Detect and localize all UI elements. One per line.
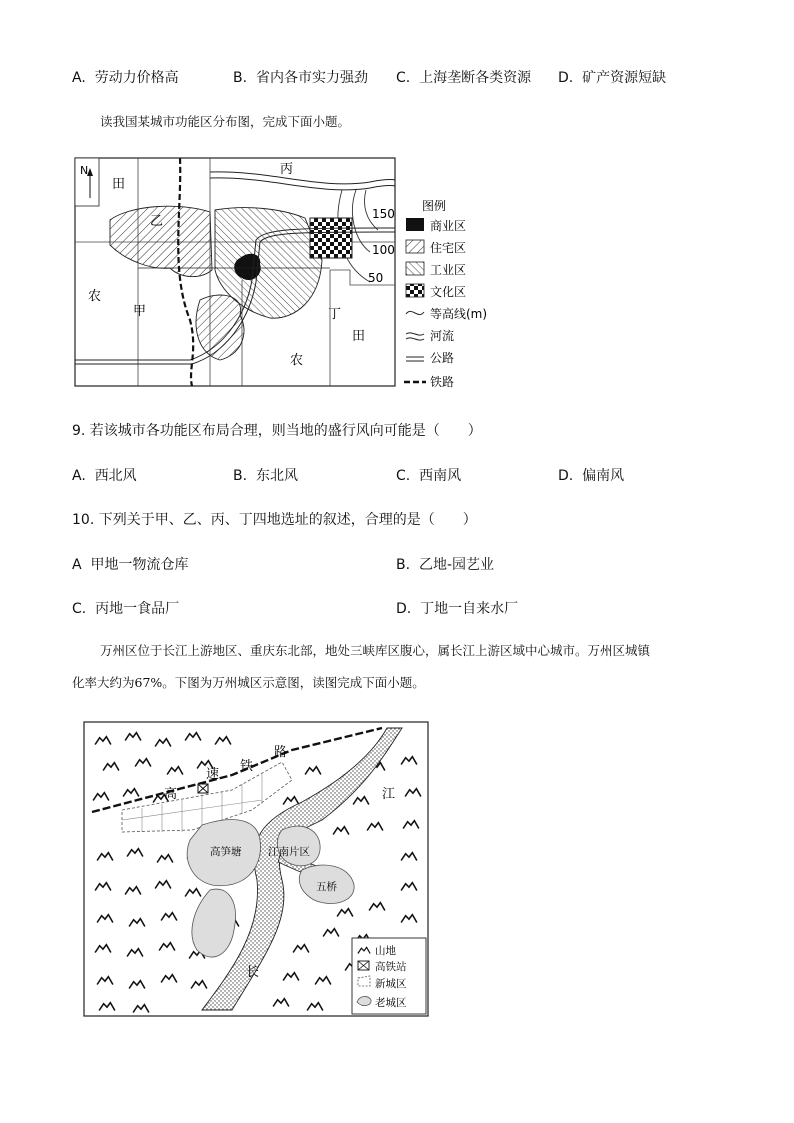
label-tie: 铁 <box>240 759 254 774</box>
option-label: D. <box>558 70 574 86</box>
label-wuqiao: 五桥 <box>316 881 337 893</box>
intro-map1: 读我国某城市功能区分布图，完成下面小题。 <box>100 114 351 129</box>
q10-option-b[interactable] <box>396 554 494 574</box>
q10-option-c[interactable] <box>72 598 179 618</box>
cultural-area <box>310 218 352 258</box>
place-yi: 乙 <box>150 214 164 229</box>
legend-title: 图例 <box>422 199 447 213</box>
place-bing: 丙 <box>280 162 294 177</box>
q9-option-c[interactable] <box>396 465 461 485</box>
contour-label-50: 50 <box>368 271 384 285</box>
legend-industrial: 工业区 <box>430 263 467 277</box>
place-tian-1: 田 <box>112 177 126 192</box>
q8-option-b[interactable] <box>233 67 368 87</box>
place-tian-2: 田 <box>352 329 366 344</box>
q10-option-a[interactable] <box>72 554 188 574</box>
option-label: D. <box>396 601 412 617</box>
legend-mountain: 山地 <box>375 945 396 957</box>
wanzhou-map <box>82 720 432 1020</box>
legend-residential: 住宅区 <box>430 241 467 255</box>
option-label: A <box>72 557 82 573</box>
place-jia: 甲 <box>133 304 147 319</box>
label-gao: 高 <box>164 787 178 802</box>
q9-option-a[interactable] <box>72 465 137 485</box>
option-label: A. <box>72 468 86 484</box>
legend-road: 公路 <box>430 351 455 365</box>
label-lu: 路 <box>274 745 288 760</box>
option-text: 乙地-园艺业 <box>418 557 495 573</box>
intro-map2-line2: 化率大约为67%。下图为万州城区示意图，读图完成下面小题。 <box>72 675 425 690</box>
option-label: B. <box>233 468 248 484</box>
q9-stem: 9. 若该城市各功能区布局合理，则当地的盛行风向可能是（ ） <box>72 423 482 439</box>
option-label: D. <box>558 468 574 484</box>
intro-map2-line1: 万州区位于长江上游地区、重庆东北部，地处三峡库区腹心，属长江上游区域中心城市。万州区城镇 <box>100 643 651 658</box>
q8-option-d[interactable] <box>558 67 666 87</box>
q10-stem: 10. 下列关于甲、乙、丙、丁四地选址的叙述，合理的是（ ） <box>72 512 477 528</box>
option-text: 西北风 <box>94 468 137 484</box>
north-label: N <box>80 164 89 177</box>
option-text: 丁地一自来水厂 <box>420 601 519 617</box>
place-nong-2: 农 <box>290 353 304 368</box>
option-label: C. <box>396 468 411 484</box>
contour-label-100: 100 <box>372 243 395 257</box>
q8-option-a[interactable] <box>72 67 179 87</box>
label-chang: 长 <box>246 965 260 980</box>
city-function-map <box>70 150 488 395</box>
option-text: 省内各市实力强劲 <box>255 70 368 86</box>
option-label: B. <box>396 557 411 573</box>
option-text: 偏南风 <box>582 468 625 484</box>
contour-label-150: 150 <box>372 207 395 221</box>
option-text: 西南风 <box>419 468 462 484</box>
q8-option-c[interactable] <box>396 67 531 87</box>
option-label: C. <box>72 601 87 617</box>
option-text: 矿产资源短缺 <box>582 70 667 86</box>
place-ding: 丁 <box>328 307 342 322</box>
q9-option-d[interactable] <box>558 465 624 485</box>
map1-legend <box>404 198 487 389</box>
q9-option-b[interactable] <box>233 465 298 485</box>
option-text: 东北风 <box>255 468 298 484</box>
legend-new-city: 新城区 <box>375 978 407 990</box>
option-label: B. <box>233 70 248 86</box>
q10-option-d[interactable] <box>396 598 518 618</box>
label-jiang: 江 <box>382 787 396 802</box>
label-jiangnan: 江南片区 <box>268 846 310 858</box>
legend-railway: 铁路 <box>430 375 455 389</box>
place-nong-1: 农 <box>88 289 102 304</box>
label-su: 速 <box>206 767 220 782</box>
label-gaosuntang: 高笋塘 <box>210 846 242 858</box>
legend-commercial: 商业区 <box>430 219 467 233</box>
legend-station: 高铁站 <box>375 961 407 973</box>
option-text: 上海垄断各类资源 <box>419 70 532 86</box>
option-text: 甲地一物流仓库 <box>90 557 189 573</box>
legend-contour: 等高线(m) <box>430 307 488 321</box>
option-label: A. <box>72 70 86 86</box>
legend-old-city: 老城区 <box>375 997 407 1009</box>
option-text: 劳动力价格高 <box>94 70 179 86</box>
legend-cultural: 文化区 <box>430 285 467 299</box>
map2-legend <box>352 938 426 1014</box>
legend-river: 河流 <box>430 329 455 343</box>
option-text: 丙地一食品厂 <box>95 601 180 617</box>
option-label: C. <box>396 70 411 86</box>
